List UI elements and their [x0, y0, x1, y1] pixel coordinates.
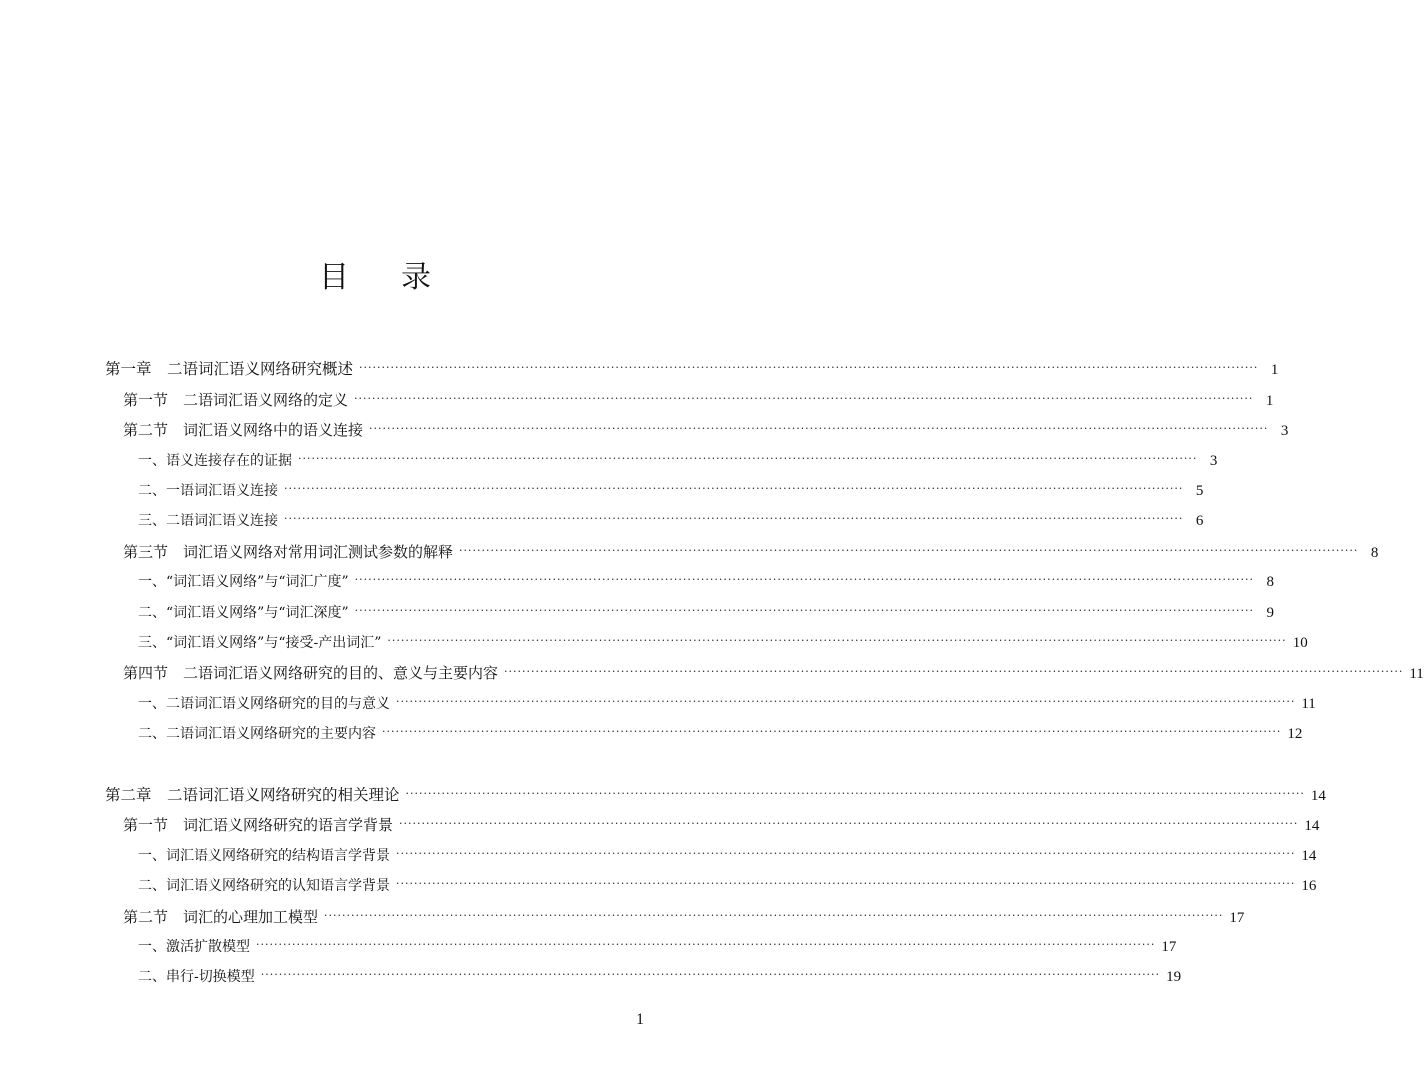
- toc-entry[interactable]: [0, 601, 1274, 625]
- toc-entry-page: 17: [1229, 910, 1245, 926]
- toc-entry-page: 3: [1209, 453, 1218, 469]
- toc-entry-page: 17: [1161, 939, 1177, 955]
- toc-leader-dots: ········································································································································································································: [260, 968, 1161, 981]
- toc-entry-label: 一、“词汇语义网络”与“词汇广度”: [138, 574, 349, 590]
- toc-entry-page: 9: [1266, 605, 1274, 621]
- toc-entry-page: 19: [1166, 969, 1182, 985]
- toc-entry-page: 6: [1195, 513, 1204, 529]
- toc-entry-label: 第一节 词汇语义网络研究的语言学背景: [123, 816, 394, 834]
- toc-entry-page: 10: [1292, 635, 1308, 651]
- toc-entry[interactable]: [0, 357, 1279, 381]
- toc-entry[interactable]: [0, 631, 1308, 655]
- toc-entry-page: 1: [1270, 362, 1279, 378]
- toc-leader-dots: ········································································································································································································: [459, 544, 1359, 557]
- toc-leader-dots: ········································································································································································································: [298, 452, 1198, 465]
- toc-entry-label: 第二章 二语词汇语义网络研究的相关理论: [105, 786, 400, 804]
- toc-entry-label: 第三节 词汇语义网络对常用词汇测试参数的解释: [123, 543, 454, 561]
- toc-leader-dots: ········································································································································································································: [284, 512, 1184, 525]
- toc-entry[interactable]: [0, 449, 1218, 473]
- toc-leader-dots: ········································································································································································································: [354, 573, 1254, 586]
- toc-entry-page: 8: [1266, 574, 1274, 590]
- toc-entry-label: 二、词汇语义网络研究的认知语言学背景: [138, 878, 390, 894]
- toc-entry[interactable]: [0, 388, 1274, 412]
- toc-entry[interactable]: [0, 783, 1326, 807]
- toc-entry[interactable]: [0, 935, 1177, 959]
- toc-leader-dots: ········································································································································································································: [382, 725, 1282, 738]
- toc-entry-label: 一、语义连接存在的证据: [138, 453, 292, 469]
- toc-entry[interactable]: [0, 418, 1289, 442]
- toc-entry-page: 1: [1265, 393, 1274, 409]
- toc-entry-page: 14: [1310, 788, 1326, 804]
- toc-entry-page: 8: [1370, 545, 1379, 561]
- toc-entry[interactable]: [0, 722, 1303, 746]
- toc-leader-dots: ········································································································································································································: [396, 847, 1296, 860]
- toc-entry-label: 三、“词汇语义网络”与“接受-产出词汇”: [138, 635, 382, 651]
- toc-leader-dots: ········································································································································································································: [256, 938, 1156, 951]
- toc-leader-dots: ········································································································································································································: [284, 482, 1184, 495]
- toc-entry[interactable]: [0, 905, 1245, 929]
- toc-entry[interactable]: [0, 509, 1204, 533]
- toc-entry[interactable]: [0, 813, 1320, 837]
- toc-entry-label: 二、一语词汇语义连接: [138, 483, 278, 499]
- toc-leader-dots: ········································································································································································································: [369, 422, 1269, 435]
- toc-entry-label: 一、词汇语义网络研究的结构语言学背景: [138, 848, 390, 864]
- toc-entry-label: 第一节 二语词汇语义网络的定义: [123, 391, 349, 409]
- toc-entry-label: 第四节 二语词汇语义网络研究的目的、意义与主要内容: [123, 664, 499, 682]
- toc-entry-page: 16: [1301, 878, 1317, 894]
- page-title: 目录: [319, 260, 483, 295]
- toc-leader-dots: ········································································································································································································: [354, 604, 1254, 617]
- toc-entry-label: 第一章 二语词汇语义网络研究概述: [105, 360, 354, 378]
- toc-entry-page: 11: [1301, 696, 1316, 712]
- toc-leader-dots: ········································································································································································································: [396, 877, 1296, 890]
- toc-entry-page: 3: [1280, 423, 1289, 439]
- toc-entry-label: 第二节 词汇的心理加工模型: [123, 908, 319, 926]
- toc-entry-label: 一、激活扩散模型: [138, 939, 250, 955]
- toc-leader-dots: ········································································································································································································: [354, 392, 1254, 405]
- toc-entry-label: 三、二语词汇语义连接: [138, 513, 278, 529]
- toc-leader-dots: ········································································································································································································: [387, 634, 1287, 647]
- toc-entry-page: 11: [1409, 666, 1424, 682]
- toc-entry-page: 5: [1195, 483, 1204, 499]
- toc-entry[interactable]: [0, 965, 1182, 989]
- toc-entry-label: 二、“词汇语义网络”与“词汇深度”: [138, 605, 349, 621]
- page-number: 1: [636, 1011, 644, 1028]
- toc-leader-dots: ········································································································································································································: [324, 909, 1224, 922]
- toc-leader-dots: ········································································································································································································: [405, 787, 1305, 800]
- toc-entry[interactable]: [0, 540, 1379, 564]
- toc-entry-label: 二、二语词汇语义网络研究的主要内容: [138, 726, 376, 742]
- toc-entry[interactable]: [0, 479, 1204, 503]
- toc-entry[interactable]: [0, 661, 1424, 685]
- toc-entry[interactable]: [0, 874, 1317, 898]
- toc-entry[interactable]: [0, 570, 1274, 594]
- toc-entry[interactable]: [0, 692, 1316, 716]
- toc-entry-page: 14: [1304, 818, 1320, 834]
- toc-leader-dots: ········································································································································································································: [359, 361, 1259, 374]
- toc-leader-dots: ········································································································································································································: [399, 817, 1299, 830]
- toc-entry-label: 一、二语词汇语义网络研究的目的与意义: [138, 696, 390, 712]
- toc-entry-label: 第二节 词汇语义网络中的语义连接: [123, 421, 364, 439]
- toc-entry-page: 14: [1301, 848, 1317, 864]
- toc-leader-dots: ········································································································································································································: [504, 665, 1404, 678]
- toc-leader-dots: ········································································································································································································: [396, 695, 1296, 708]
- toc-entry[interactable]: [0, 844, 1317, 868]
- toc-entry-page: 12: [1287, 726, 1303, 742]
- toc-entry-label: 二、串行-切换模型: [138, 969, 255, 985]
